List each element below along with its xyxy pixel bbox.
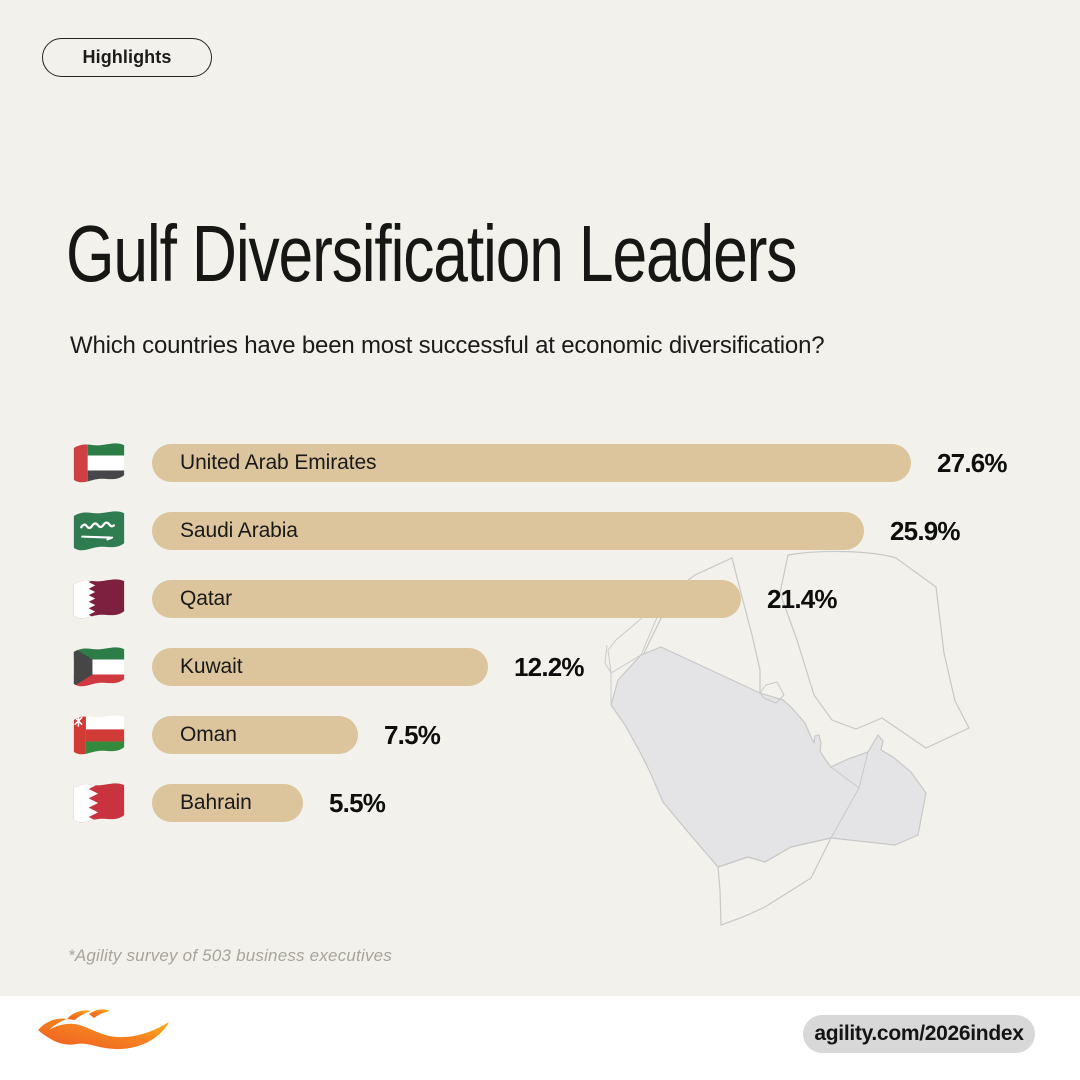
highlights-badge: [42, 38, 212, 77]
country-label: Saudi Arabia: [180, 519, 298, 542]
chart-row: [70, 784, 1007, 822]
bar: [152, 648, 488, 686]
value-label: 27.6%: [937, 447, 1007, 478]
uae-flag-icon: [70, 439, 128, 487]
bar: [152, 580, 741, 618]
bar: [152, 716, 358, 754]
value-label: 5.5%: [329, 787, 386, 818]
country-label: Oman: [180, 723, 237, 746]
country-label: Kuwait: [180, 655, 243, 678]
value-label: 7.5%: [384, 719, 441, 750]
country-label: United Arab Emirates: [180, 451, 377, 474]
agility-flame-logo-icon: [33, 1008, 183, 1058]
kuwait-flag-icon: [70, 643, 128, 691]
chart-row: [70, 580, 1007, 618]
value-label: 12.2%: [514, 651, 584, 682]
chart-row: [70, 648, 1007, 686]
page-title: Gulf Diversification Leaders: [66, 209, 797, 298]
country-label: Qatar: [180, 587, 233, 610]
bar: [152, 784, 303, 822]
oman-flag-icon: [70, 711, 128, 759]
value-label: 25.9%: [890, 515, 960, 546]
chart-row: [70, 512, 1007, 550]
chart-row: [70, 444, 1007, 482]
bar: [152, 444, 911, 482]
footer-url-label: agility.com/2026index: [814, 1022, 1024, 1045]
highlights-badge-label: Highlights: [82, 47, 172, 67]
bar-chart-rows: [70, 444, 1007, 822]
bar: [152, 512, 864, 550]
page-subtitle: Which countries have been most successful at economic diversification?: [70, 332, 825, 359]
qatar-flag-icon: [70, 575, 128, 623]
country-label: Bahrain: [180, 791, 252, 814]
footer-url-pill[interactable]: [803, 1015, 1035, 1053]
value-label: 21.4%: [767, 583, 837, 614]
saudi-arabia-flag-icon: [70, 507, 128, 555]
source-footnote: *Agility survey of 503 business executives: [68, 946, 393, 965]
chart-row: [70, 716, 1007, 754]
bahrain-flag-icon: [70, 779, 128, 827]
